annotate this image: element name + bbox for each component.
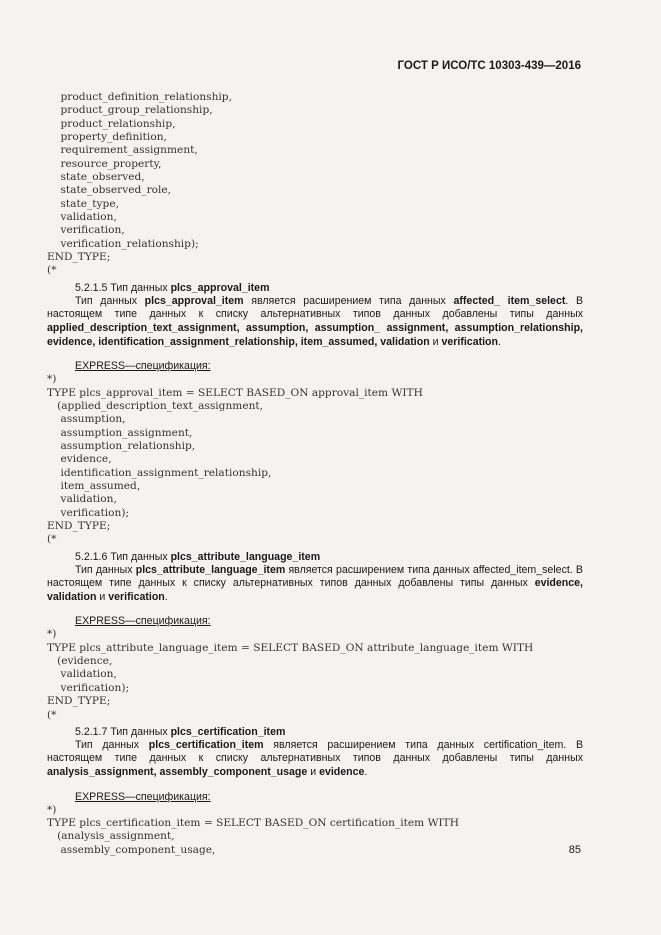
- code-line: *): [47, 628, 57, 641]
- section-heading-5-2-1-7: 5.2.1.7 Тип данных plcs_certification_item: [75, 725, 286, 738]
- code-line: *): [47, 803, 57, 816]
- section-paragraph-5-2-1-6: Тип данных plcs_attribute_language_item является расширением типа данных affected_item_select. В настоящем типе данных к списку альтернативных типов данных добавлены типы данных evidence, validation и verification.: [47, 563, 584, 603]
- code-line: TYPE plcs_approval_item = SELECT BASED_ON approval_item WITH: [47, 386, 423, 399]
- section-heading-5-2-1-5: 5.2.1.5 Тип данных plcs_approval_item: [75, 281, 270, 294]
- express-spec-label: EXPRESS—спецификация:: [75, 360, 211, 373]
- section-heading-5-2-1-6: 5.2.1.6 Тип данных plcs_attribute_language_item: [75, 550, 321, 563]
- page-header-standard: ГОСТ Р ИСО/ТС 10303-439—2016: [397, 60, 581, 72]
- code-line: (*: [47, 264, 57, 277]
- code-line: (applied_description_text_assignment,: [47, 399, 264, 412]
- code-line: item_assumed,: [47, 479, 141, 492]
- code-line: TYPE plcs_attribute_language_item = SELECT BASED_ON attribute_language_item WITH: [47, 641, 534, 654]
- code-block-1: [47, 91, 583, 278]
- code-line: validation,: [47, 211, 117, 224]
- code-line: (*: [47, 708, 57, 721]
- code-line: (evidence,: [47, 655, 113, 668]
- code-line: (*: [47, 533, 57, 546]
- code-line: validation,: [47, 493, 117, 506]
- code-line: verification);: [47, 681, 130, 694]
- code-line: requirement_assignment,: [47, 144, 198, 157]
- code-line: *): [47, 373, 57, 386]
- code-line: verification_relationship);: [47, 237, 199, 250]
- code-line: END_TYPE;: [47, 251, 111, 264]
- code-line: assumption_assignment,: [47, 426, 193, 439]
- express-spec-label: EXPRESS—спецификация:: [75, 615, 211, 628]
- code-line: verification,: [47, 224, 125, 237]
- code-block-approval-item: [47, 373, 583, 546]
- page-number: 85: [568, 844, 581, 856]
- code-line: resource_property,: [47, 157, 162, 170]
- code-line: assumption_relationship,: [47, 439, 196, 452]
- code-line: assumption,: [47, 413, 126, 426]
- code-block-attribute-language-item: [47, 628, 583, 721]
- code-line: END_TYPE;: [47, 695, 111, 708]
- code-line: validation,: [47, 668, 117, 681]
- code-line: (analysis_assignment,: [47, 830, 175, 843]
- code-line: product_group_relationship,: [47, 104, 213, 117]
- code-line: product_definition_relationship,: [47, 91, 232, 103]
- express-spec-label: EXPRESS—спецификация:: [75, 790, 211, 803]
- code-line: END_TYPE;: [47, 519, 111, 532]
- section-paragraph-5-2-1-7: Тип данных plcs_certification_item является расширением типа данных certification_item. В настоящем типе данных к списку альтернативных типов данных добавлены типы данных analysis_assignment, assembly_component_usage и evidence.: [47, 738, 584, 779]
- code-line: assembly_component_usage,: [47, 843, 216, 856]
- code-line: identification_assignment_relationship,: [47, 466, 272, 479]
- code-line: property_definition,: [47, 131, 167, 144]
- code-line: verification);: [47, 506, 130, 519]
- code-line: product_relationship,: [47, 117, 176, 130]
- code-line: state_observed,: [47, 171, 145, 184]
- code-block-certification-item: [47, 804, 583, 857]
- code-line: evidence,: [47, 453, 112, 466]
- section-paragraph-5-2-1-5: Тип данных plcs_approval_item является расширением типа данных affected_ item_select. В настоящем типе данных к списку альтернативных типов данных добавлены типы данных applied_description_text_assignment, assumption, assumption_ assignment, assumption_relationship, evidence, identification_assignment_relationship, item_assumed, validation и verification.: [47, 294, 584, 348]
- page-content: [47, 91, 583, 857]
- code-line: TYPE plcs_certification_item = SELECT BASED_ON certification_item WITH: [47, 816, 459, 829]
- code-line: state_observed_role,: [47, 184, 172, 197]
- code-line: state_type,: [47, 197, 119, 210]
